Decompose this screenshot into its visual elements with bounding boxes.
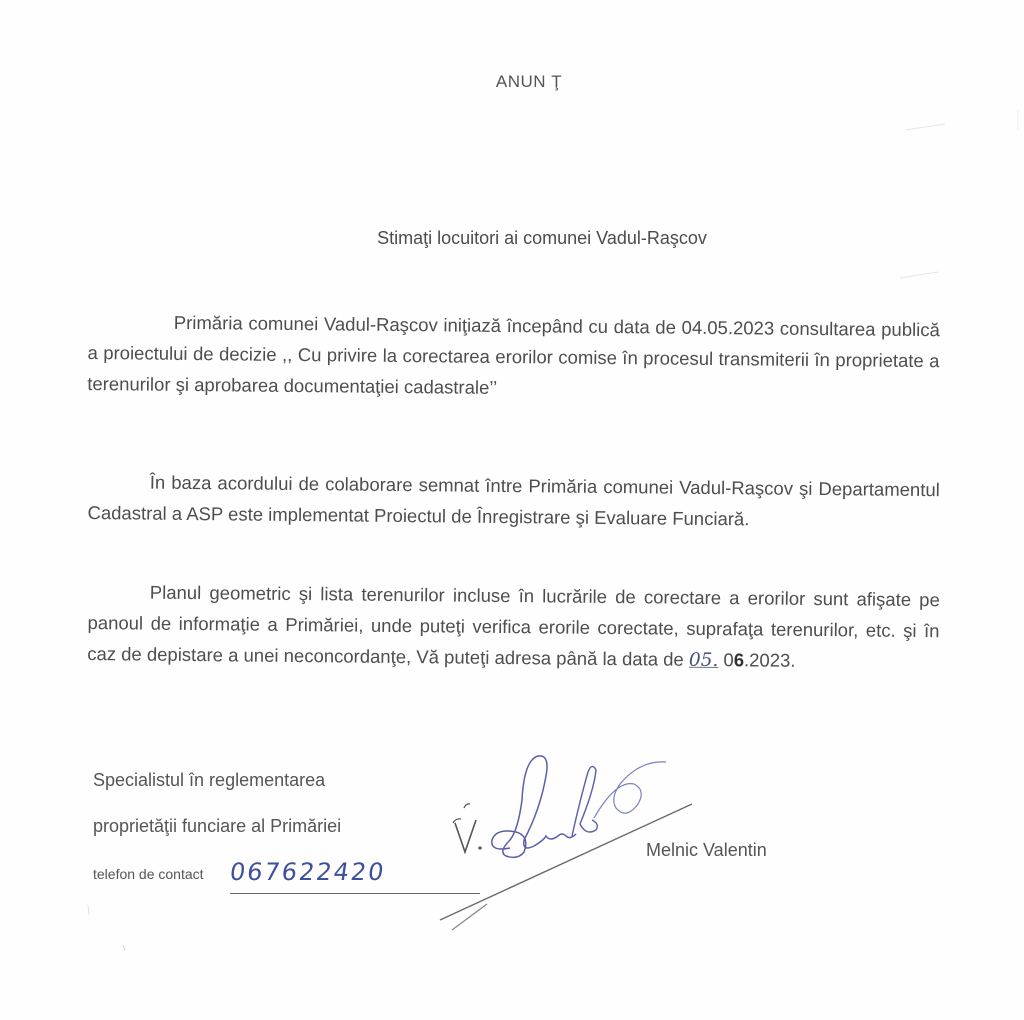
paragraph-collaboration [87,466,940,536]
signer-name: Melnic Valentin [646,840,767,860]
deadline-month-digit: 6 [733,649,745,671]
paragraph-geometric-plan [87,576,940,678]
paragraph-2-text: În baza acordului de colaborare semnat între Primăria comunei Vadul-Raşcov şi Departamentul Cadastral a ASP este implementat Proiectul de Înregistrare şi Evaluare Funciară. [87,471,940,530]
phone-label: telefon de contact [93,866,204,882]
handwritten-signature-icon [420,740,720,930]
signer-role-line-1: Specialistul în reglementarea [93,770,326,790]
deadline-month-prefix: 0 [718,649,734,671]
paragraph-1-text: Primăria comunei Vadul-Raşcov iniţiază începând cu data de 04.05.2023 consultarea publică a proiectului de decizie ,, Cu privire la corectarea erorilor comise în procesul transmiterii în proprietate a terenurilor şi aprobarea documentaţiei cadastrale’’ [87,311,940,398]
greeting-line: Stimaţi locuitori ai comunei Vadul-Raşcov [377,228,707,248]
handwritten-phone-number: 067622420 [228,858,388,886]
handwritten-deadline-day: 05. [688,649,719,672]
paragraph-consultation [87,306,940,407]
deadline-year: .2023. [743,649,796,671]
phone-row [93,858,388,886]
signer-role-line-2: proprietăţii funciare al Primăriei [93,816,342,836]
document-title: ANUN Ţ [495,72,563,91]
paragraph-3-text: Planul geometric şi lista terenurilor incluse în lucrările de corectare a erorilor sunt afişate pe panoul de informaţie a Primăriei, unde puteţi verifica erorile corectate, suprafaţa terenurilor, etc. şi în caz de depistare a unei neconcordanţe, Vă puteţi adresa până la data de [87,581,940,670]
